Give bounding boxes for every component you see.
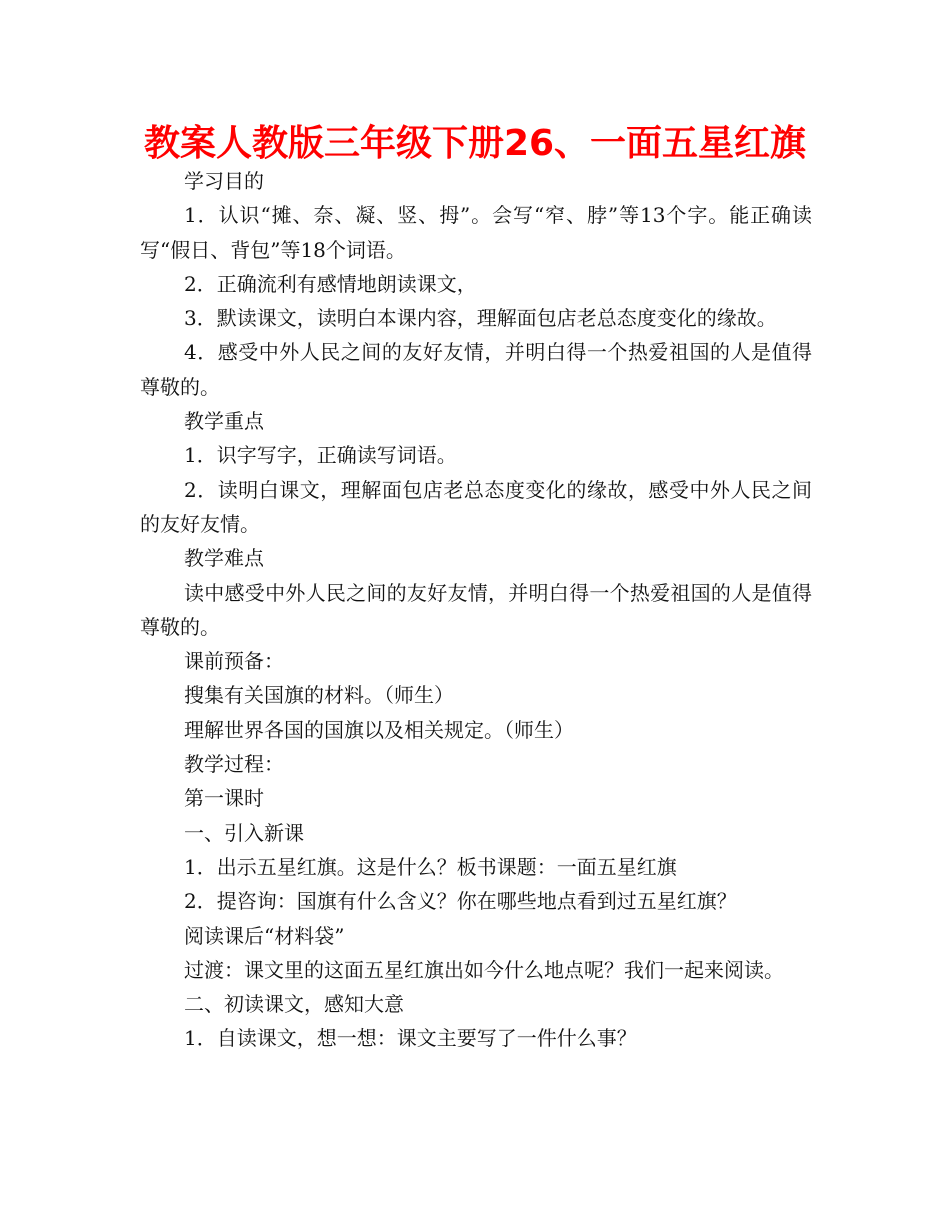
- paragraph: 1．自读课文，想一想：课文主要写了一件什么事？: [184, 1026, 637, 1051]
- paragraph: 1．认识“摊、奈、凝、竖、拇”。会写“窄、脖”等13个字。能正确读写“假日、背包”等18个词语。: [140, 203, 812, 262]
- paragraph: 过渡：课文里的这面五星红旗出如今什么地点呢？我们一起来阅读。: [184, 957, 784, 982]
- heading-first-lesson: 第一课时: [184, 786, 264, 811]
- paragraph: 1．出示五星红旗。这是什么？板书课题：一面五星红旗: [184, 854, 677, 879]
- heading-teaching-process: 教学过程：: [184, 752, 284, 777]
- document-body: [140, 164, 812, 1056]
- paragraph: 2．提咨询：国旗有什么含义？你在哪些地点看到过五星红旗？: [184, 889, 737, 914]
- document-title: 教案人教版三年级下册26、一面五星红旗: [143, 123, 807, 164]
- paragraph: 搜集有关国旗的材料。（师生）: [184, 683, 454, 708]
- paragraph: 2．正确流利有感情地朗读课文，: [184, 271, 477, 296]
- paragraph: 3．默读课文，读明白本课内容，理解面包店老总态度变化的缘故。: [184, 306, 777, 331]
- paragraph: 阅读课后“材料袋”: [184, 923, 345, 948]
- paragraph: 1．识字写字，正确读写词语。: [184, 443, 457, 468]
- section-heading: 一、引入新课: [184, 820, 304, 845]
- section-heading: 二、初读课文，感知大意: [184, 992, 404, 1017]
- paragraph: 2．读明白课文，理解面包店老总态度变化的缘故，感受中外人民之间的友好友情。: [140, 477, 812, 536]
- heading-difficulties: 教学难点: [184, 546, 264, 571]
- paragraph: 4．感受中外人民之间的友好友情，并明白得一个热爱祖国的人是值得尊敬的。: [140, 340, 812, 399]
- paragraph: 理解世界各国的国旗以及相关规定。（师生）: [184, 717, 574, 742]
- heading-preparation: 课前预备：: [184, 649, 284, 674]
- heading-learning-goals: 学习目的: [184, 169, 264, 193]
- paragraph: 读中感受中外人民之间的友好友情，并明白得一个热爱祖国的人是值得尊敬的。: [140, 580, 812, 639]
- heading-key-points: 教学重点: [184, 409, 264, 434]
